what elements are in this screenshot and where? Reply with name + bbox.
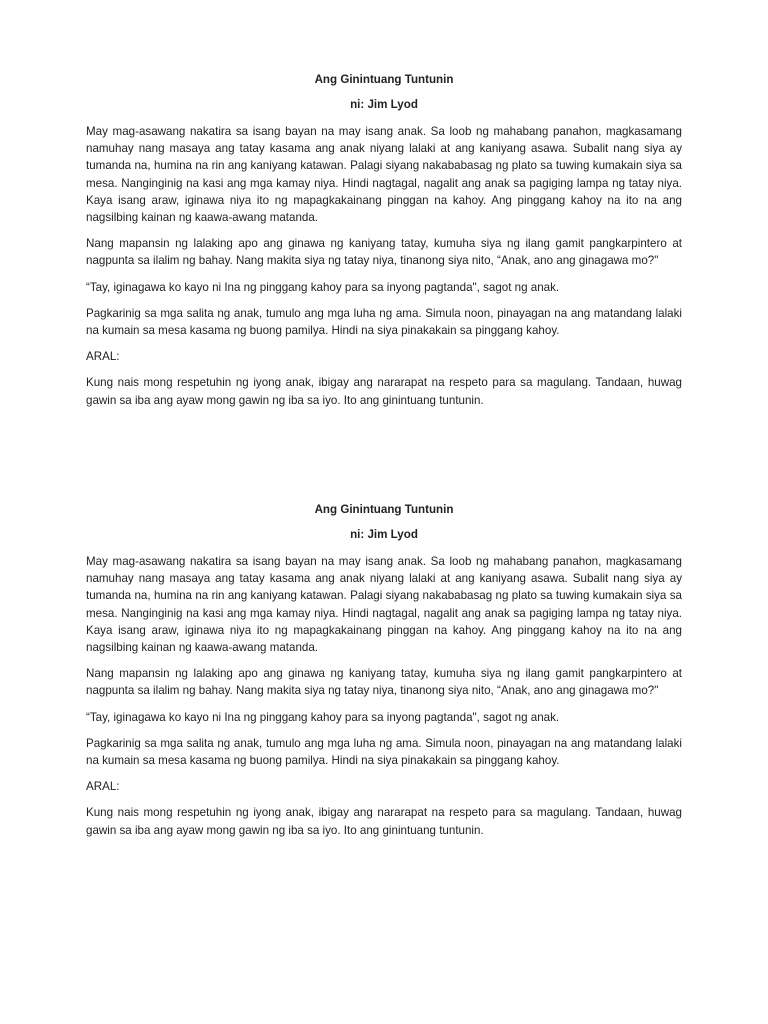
lesson-paragraph: Kung nais mong respetuhin ng iyong anak, ibigay ang nararapat na respeto para sa magulang. Tandaan, huwag gawin sa iba ang ayaw mong gawin ng iba sa iyo. Ito ang ginintuang tuntunin. xyxy=(86,376,682,407)
story-section xyxy=(86,502,682,839)
story-section xyxy=(86,72,682,409)
lesson-paragraph: Kung nais mong respetuhin ng iyong anak, ibigay ang nararapat na respeto para sa magulang. Tandaan, huwag gawin sa iba ang ayaw mong gawin ng iba sa iyo. Ito ang ginintuang tuntunin. xyxy=(86,806,682,837)
paragraph: Pagkarinig sa mga salita ng anak, tumulo ang mga luha ng ama. Simula noon, pinayagan na ang matandang lalaki na kumain sa mesa kasama ng buong pamilya. Hindi na siya pinakakain sa pinggang kahoy. xyxy=(86,736,682,768)
story-title: Ang Ginintuang Tuntunin xyxy=(314,503,454,516)
paragraph: Nang mapansin ng lalaking apo ang ginawa ng kaniyang tatay, kumuha siya ng ilang gamit pangkarpintero at nagpunta sa ilalim ng bahay. Nang makita siya ng tatay niya, tinanong siya nito, “Anak, ano ang ginagawa mo?" xyxy=(86,237,682,268)
paragraph: Pagkarinig sa mga salita ng anak, tumulo ang mga luha ng ama. Simula noon, pinayagan na ang matandang lalaki na kumain sa mesa kasama ng buong pamilya. Hindi na siya pinakakain sa pinggang kahoy. xyxy=(86,306,682,338)
story-author: ni: Jim Lyod xyxy=(350,98,418,111)
paragraph: May mag-asawang nakatira sa isang bayan na may isang anak. Sa loob ng mahabang panahon, magkasamang namuhay nang masaya ang tatay kasama ang anak niyang lalaki at ang kaniyang asawa. Subalit nang siya ay tumanda na, humina na rin ang kaniyang katawan. Palagi siyang nakababasag ng plato sa tuwing kumakain siya sa mesa. Nanginginig na kasi ang mga kamay niya. Hindi nagtagal, nagalit ang anak sa pagiging lampa ng tatay niya. Kaya isang araw, iginawa niya ito ng mapagkakainang pinggan na kahoy. Ang pinggang kahoy na ito na ang nagsilbing kainan ng kaawa-awang matanda. xyxy=(86,555,682,655)
paragraph: “Tay, iginagawa ko kayo ni Ina ng pinggang kahoy para sa inyong pagtanda", sagot ng anak. xyxy=(86,710,560,724)
story-author: ni: Jim Lyod xyxy=(350,528,418,541)
story-title: Ang Ginintuang Tuntunin xyxy=(314,73,454,86)
paragraph: “Tay, iginagawa ko kayo ni Ina ng pinggang kahoy para sa inyong pagtanda", sagot ng anak. xyxy=(86,280,560,294)
paragraph: May mag-asawang nakatira sa isang bayan na may isang anak. Sa loob ng mahabang panahon, magkasamang namuhay nang masaya ang tatay kasama ang anak niyang lalaki at ang kaniyang asawa. Subalit nang siya ay tumanda na, humina na rin ang kaniyang katawan. Palagi siyang nakababasag ng plato sa tuwing kumakain siya sa mesa. Nanginginig na kasi ang mga kamay niya. Hindi nagtagal, nagalit ang anak sa pagiging lampa ng tatay niya. Kaya isang araw, iginawa niya ito ng mapagkakainang pinggan na kahoy. Ang pinggang kahoy na ito na ang nagsilbing kainan ng kaawa-awang matanda. xyxy=(86,125,682,225)
lesson-heading: ARAL: xyxy=(86,780,120,794)
lesson-heading: ARAL: xyxy=(86,350,120,364)
paragraph: Nang mapansin ng lalaking apo ang ginawa ng kaniyang tatay, kumuha siya ng ilang gamit pangkarpintero at nagpunta sa ilalim ng bahay. Nang makita siya ng tatay niya, tinanong siya nito, “Anak, ano ang ginagawa mo?" xyxy=(86,667,682,698)
